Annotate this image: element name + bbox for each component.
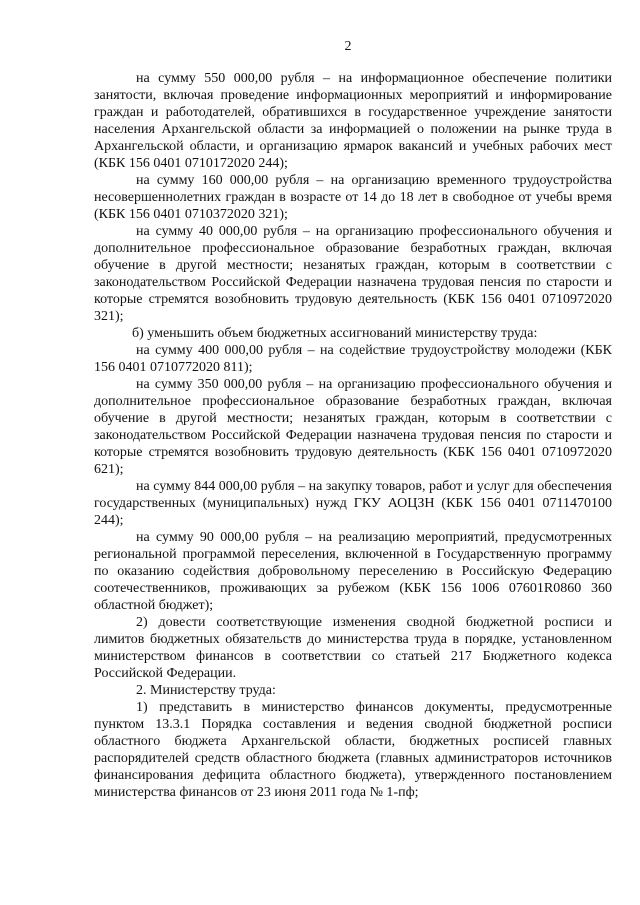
paragraph-ministry-heading: 2. Министерству труда: [136, 683, 276, 698]
paragraph-resettlement-program: на сумму 90 000,00 рубля – на реализацию мероприятий, предусмотренных региональной программой переселения, включенной в Государственную программу по оказанию содействия добровольному переселению в Российскую Федерацию соотечественников, проживающих за рубежом (КБК 156 1006 07601R0860 360 областной бюджет); [94, 530, 612, 613]
paragraph-reduce-allocations: б) уменьшить объем бюджетных ассигнований министерству труда: [132, 326, 538, 341]
paragraph-vocational-training: на сумму 40 000,00 рубля – на организацию профессионального обучения и дополнительное профессиональное образование безработных граждан, включая обучение в другой местности; незанятых граждан, которым в соответствии с законодательством Российской Федерации назначена трудовая пенсия по старости и которые стремятся возобновить трудовую деятельность (КБК 156 0401 0710972020 321); [94, 224, 612, 324]
paragraph-vocational-training-reduction: на сумму 350 000,00 рубля – на организацию профессионального обучения и дополнительное профессиональное образование безработных граждан, включая обучение в другой местности; незанятых граждан, которым в соответствии с законодательством Российской Федерации назначена трудовая пенсия по старости и которые стремятся возобновить трудовую деятельность (КБК 156 0401 0710972020 621); [94, 377, 612, 477]
page-number: 2 [344, 39, 352, 54]
paragraph-info-support: на сумму 550 000,00 рубля – на информационное обеспечение политики занятости, включая проведение информационных мероприятий и информирование граждан и работодателей, обратившихся в государственное учреждение занятости населения Архангельской области за информацией о положении на рынке труда в Архангельской области, и организацию ярмарок вакансий и учебных рабочих мест (КБК 156 0401 0710172020 244); [94, 71, 612, 171]
paragraph-youth-employment: на сумму 400 000,00 рубля – на содействие трудоустройству молодежи (КБК 156 0401 0710772020 811); [94, 343, 612, 375]
paragraph-temporary-employment: на сумму 160 000,00 рубля – на организацию временного трудоустройства несовершеннолетних граждан в возрасте от 14 до 18 лет в свободное от учебы время (КБК 156 0401 0710372020 321); [94, 173, 612, 222]
paragraph-procurement: на сумму 844 000,00 рубля – на закупку товаров, работ и услуг для обеспечения государственных (муниципальных) нужд ГКУ АОЦЗН (КБК 156 0401 0711470100 244); [94, 479, 612, 528]
paragraph-submit-documents: 1) представить в министерство финансов документы, предусмотренные пунктом 13.3.1 Порядка составления и ведения сводной бюджетной росписи областного бюджета Архангельской области, бюджетных росписей главных распорядителей средств областного бюджета (главных администраторов источников финансирования дефицита областного бюджета), утвержденного постановлением министерства финансов от 23 июня 2011 года № 1-пф; [94, 700, 612, 800]
paragraph-budget-changes: 2) довести соответствующие изменения сводной бюджетной росписи и лимитов бюджетных обязательств до министерства труда в порядке, установленном министерством финансов в соответствии со статьей 217 Бюджетного кодекса Российской Федерации. [94, 615, 612, 681]
